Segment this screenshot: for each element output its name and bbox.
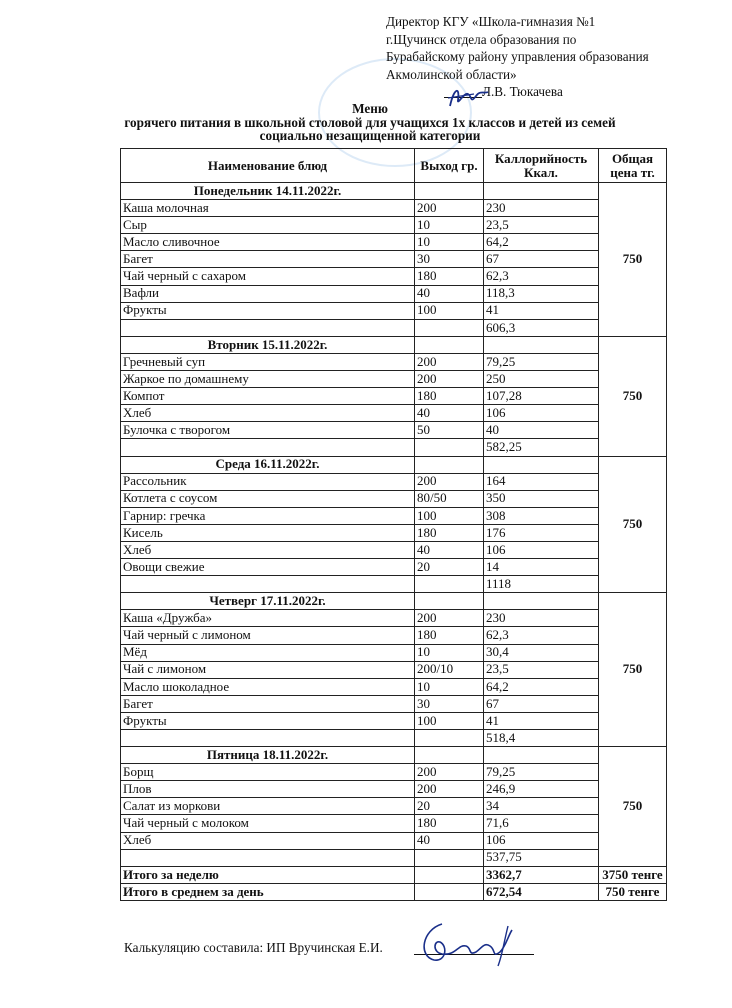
- day-header-row: [121, 336, 667, 353]
- day-price: 750: [599, 336, 667, 456]
- table-row: [121, 610, 667, 627]
- dish-calories: 14: [484, 559, 599, 576]
- dish-output: 200: [415, 764, 484, 781]
- table-row: [121, 268, 667, 285]
- dish-output: 200: [415, 610, 484, 627]
- table-row: [121, 507, 667, 524]
- dish-name: Багет: [121, 251, 415, 268]
- dish-output: 180: [415, 388, 484, 405]
- dish-name: Сыр: [121, 217, 415, 234]
- table-row: [121, 200, 667, 217]
- dish-name: Котлета с соусом: [121, 490, 415, 507]
- dish-calories: 350: [484, 490, 599, 507]
- header-dish-name: Наименование блюд: [121, 149, 415, 183]
- dish-name: Чай с лимоном: [121, 661, 415, 678]
- menu-table: [120, 148, 667, 901]
- dish-calories: 67: [484, 695, 599, 712]
- header-price: Общая цена тг.: [599, 149, 667, 183]
- daily-average-row: [121, 883, 667, 900]
- dish-name: Хлеб: [121, 405, 415, 422]
- table-header-row: [121, 149, 667, 183]
- dish-output: 180: [415, 524, 484, 541]
- dish-calories: 106: [484, 541, 599, 558]
- approval-line-2: г.Щучинск отдела образования по: [386, 31, 577, 47]
- dish-output: 200: [415, 200, 484, 217]
- table-row: [121, 781, 667, 798]
- dish-name: Жаркое по домашнему: [121, 371, 415, 388]
- dish-output: 200: [415, 371, 484, 388]
- dish-calories: 64,2: [484, 234, 599, 251]
- dish-calories: 62,3: [484, 268, 599, 285]
- menu-title-subtitle-1: горячего питания в школьной столовой для учащихся 1х классов и детей из семей: [124, 114, 616, 130]
- dish-calories: 23,5: [484, 217, 599, 234]
- dish-name: Овощи свежие: [121, 559, 415, 576]
- table-row: [121, 524, 667, 541]
- dish-calories: 308: [484, 507, 599, 524]
- dish-calories: 71,6: [484, 815, 599, 832]
- menu-table-body: [121, 183, 667, 867]
- day-subtotal-row: [121, 439, 667, 456]
- table-row: [121, 490, 667, 507]
- day-total-calories: 537,75: [484, 849, 599, 866]
- calculation-author: Калькуляцию составила: ИП Вручинская Е.И.: [124, 940, 383, 955]
- dish-name: Мёд: [121, 644, 415, 661]
- dish-calories: 40: [484, 422, 599, 439]
- week-total-row: [121, 866, 667, 883]
- subtotal-output: [415, 439, 484, 456]
- dish-output: 200: [415, 781, 484, 798]
- dish-calories: 250: [484, 371, 599, 388]
- table-row: [121, 302, 667, 319]
- day-header-row: [121, 593, 667, 610]
- dish-output: 40: [415, 541, 484, 558]
- approval-line-4: Акмолинской области»: [386, 66, 517, 82]
- day-header-calories: [484, 456, 599, 473]
- dish-name: Масло шоколадное: [121, 678, 415, 695]
- subtotal-empty: [121, 730, 415, 747]
- table-row: [121, 234, 667, 251]
- dish-output: 40: [415, 832, 484, 849]
- day-header-row: [121, 747, 667, 764]
- dish-output: 50: [415, 422, 484, 439]
- dish-output: 10: [415, 678, 484, 695]
- approval-block: [386, 13, 726, 101]
- dish-name: Фрукты: [121, 302, 415, 319]
- table-row: [121, 695, 667, 712]
- dish-output: 40: [415, 405, 484, 422]
- day-total-calories: 1118: [484, 576, 599, 593]
- day-header-output: [415, 456, 484, 473]
- week-total-price: 3750 тенге: [599, 866, 667, 883]
- day-header-calories: [484, 183, 599, 200]
- dish-calories: 79,25: [484, 353, 599, 370]
- week-total-calories: 3362,7: [484, 866, 599, 883]
- day-price: 750: [599, 456, 667, 593]
- approval-signature-row: [386, 83, 726, 101]
- table-row: [121, 627, 667, 644]
- dish-name: Хлеб: [121, 832, 415, 849]
- day-price: 750: [599, 183, 667, 337]
- daily-average-price: 750 тенге: [599, 883, 667, 900]
- dish-output: 40: [415, 285, 484, 302]
- dish-calories: 34: [484, 798, 599, 815]
- table-row: [121, 832, 667, 849]
- dish-name: Каша «Дружба»: [121, 610, 415, 627]
- subtotal-output: [415, 319, 484, 336]
- dish-name: Кисель: [121, 524, 415, 541]
- dish-name: Гарнир: гречка: [121, 507, 415, 524]
- dish-calories: 67: [484, 251, 599, 268]
- dish-name: Борщ: [121, 764, 415, 781]
- dish-output: 20: [415, 798, 484, 815]
- dish-calories: 106: [484, 405, 599, 422]
- author-signature: [412, 916, 528, 968]
- table-row: [121, 422, 667, 439]
- table-row: [121, 559, 667, 576]
- day-subtotal-row: [121, 730, 667, 747]
- table-row: [121, 353, 667, 370]
- header-output: Выход гр.: [415, 149, 484, 183]
- dish-name: Багет: [121, 695, 415, 712]
- dish-output: 30: [415, 251, 484, 268]
- day-header-row: [121, 183, 667, 200]
- table-row: [121, 661, 667, 678]
- dish-name: Компот: [121, 388, 415, 405]
- day-header-row: [121, 456, 667, 473]
- dish-output: 200: [415, 353, 484, 370]
- day-total-calories: 518,4: [484, 730, 599, 747]
- dish-output: 10: [415, 644, 484, 661]
- week-total-label: Итого за неделю: [121, 866, 415, 883]
- day-header-output: [415, 336, 484, 353]
- day-price: 750: [599, 747, 667, 867]
- dish-output: 100: [415, 302, 484, 319]
- dish-name: Чай черный с сахаром: [121, 268, 415, 285]
- menu-title-heading: Меню: [352, 101, 388, 116]
- table-row: [121, 473, 667, 490]
- menu-title: [120, 102, 620, 143]
- day-header-output: [415, 747, 484, 764]
- table-row: [121, 388, 667, 405]
- approval-line-1: Директор КГУ «Школа-гимназия №1: [386, 14, 596, 29]
- day-header-output: [415, 593, 484, 610]
- table-row: [121, 764, 667, 781]
- day-subtotal-row: [121, 319, 667, 336]
- dish-name: Масло сливочное: [121, 234, 415, 251]
- day-subtotal-row: [121, 849, 667, 866]
- approval-signer: Л.В. Тюкачева: [482, 84, 563, 99]
- table-row: [121, 798, 667, 815]
- dish-output: 180: [415, 815, 484, 832]
- dish-output: 200: [415, 473, 484, 490]
- dish-calories: 64,2: [484, 678, 599, 695]
- dish-output: 180: [415, 627, 484, 644]
- day-header-output: [415, 183, 484, 200]
- dish-calories: 176: [484, 524, 599, 541]
- dish-calories: 41: [484, 712, 599, 729]
- menu-title-subtitle-2: социально незащищенной категории: [259, 128, 481, 143]
- day-price: 750: [599, 593, 667, 747]
- dish-name: Салат из моркови: [121, 798, 415, 815]
- day-header-calories: [484, 747, 599, 764]
- day-label: Вторник 15.11.2022г.: [121, 336, 415, 353]
- dish-name: Каша молочная: [121, 200, 415, 217]
- daily-average-output: [415, 883, 484, 900]
- day-header-calories: [484, 336, 599, 353]
- dish-calories: 41: [484, 302, 599, 319]
- dish-name: Булочка с творогом: [121, 422, 415, 439]
- table-row: [121, 541, 667, 558]
- approval-line-3: Бурабайскому району управления образования: [386, 49, 649, 64]
- dish-name: Гречневый суп: [121, 353, 415, 370]
- subtotal-output: [415, 730, 484, 747]
- table-row: [121, 251, 667, 268]
- subtotal-empty: [121, 576, 415, 593]
- day-subtotal-row: [121, 576, 667, 593]
- day-label: Понедельник 14.11.2022г.: [121, 183, 415, 200]
- subtotal-output: [415, 576, 484, 593]
- dish-output: 180: [415, 268, 484, 285]
- day-header-calories: [484, 593, 599, 610]
- week-total-output: [415, 866, 484, 883]
- dish-name: Хлеб: [121, 541, 415, 558]
- table-row: [121, 405, 667, 422]
- dish-output: 20: [415, 559, 484, 576]
- dish-calories: 62,3: [484, 627, 599, 644]
- dish-calories: 230: [484, 200, 599, 217]
- daily-average-calories: 672,54: [484, 883, 599, 900]
- day-label: Пятница 18.11.2022г.: [121, 747, 415, 764]
- table-row: [121, 712, 667, 729]
- table-row: [121, 644, 667, 661]
- dish-name: Чай черный с лимоном: [121, 627, 415, 644]
- dish-calories: 230: [484, 610, 599, 627]
- table-row: [121, 678, 667, 695]
- dish-calories: 106: [484, 832, 599, 849]
- dish-output: 10: [415, 234, 484, 251]
- dish-name: Плов: [121, 781, 415, 798]
- dish-name: Чай черный с молоком: [121, 815, 415, 832]
- dish-output: 30: [415, 695, 484, 712]
- subtotal-empty: [121, 439, 415, 456]
- table-row: [121, 815, 667, 832]
- table-row: [121, 285, 667, 302]
- dish-calories: 107,28: [484, 388, 599, 405]
- dish-name: Рассольник: [121, 473, 415, 490]
- dish-calories: 164: [484, 473, 599, 490]
- dish-calories: 79,25: [484, 764, 599, 781]
- subtotal-empty: [121, 849, 415, 866]
- day-total-calories: 582,25: [484, 439, 599, 456]
- subtotal-output: [415, 849, 484, 866]
- table-row: [121, 217, 667, 234]
- dish-name: Фрукты: [121, 712, 415, 729]
- dish-output: 10: [415, 217, 484, 234]
- dish-calories: 30,4: [484, 644, 599, 661]
- day-label: Среда 16.11.2022г.: [121, 456, 415, 473]
- dish-name: Вафли: [121, 285, 415, 302]
- dish-calories: 246,9: [484, 781, 599, 798]
- dish-output: 200/10: [415, 661, 484, 678]
- dish-calories: 23,5: [484, 661, 599, 678]
- subtotal-empty: [121, 319, 415, 336]
- header-calories: Каллорийность Ккал.: [484, 149, 599, 183]
- daily-average-label: Итого в среднем за день: [121, 883, 415, 900]
- dish-calories: 118,3: [484, 285, 599, 302]
- dish-output: 100: [415, 507, 484, 524]
- day-total-calories: 606,3: [484, 319, 599, 336]
- dish-output: 100: [415, 712, 484, 729]
- table-row: [121, 371, 667, 388]
- dish-output: 80/50: [415, 490, 484, 507]
- day-label: Четверг 17.11.2022г.: [121, 593, 415, 610]
